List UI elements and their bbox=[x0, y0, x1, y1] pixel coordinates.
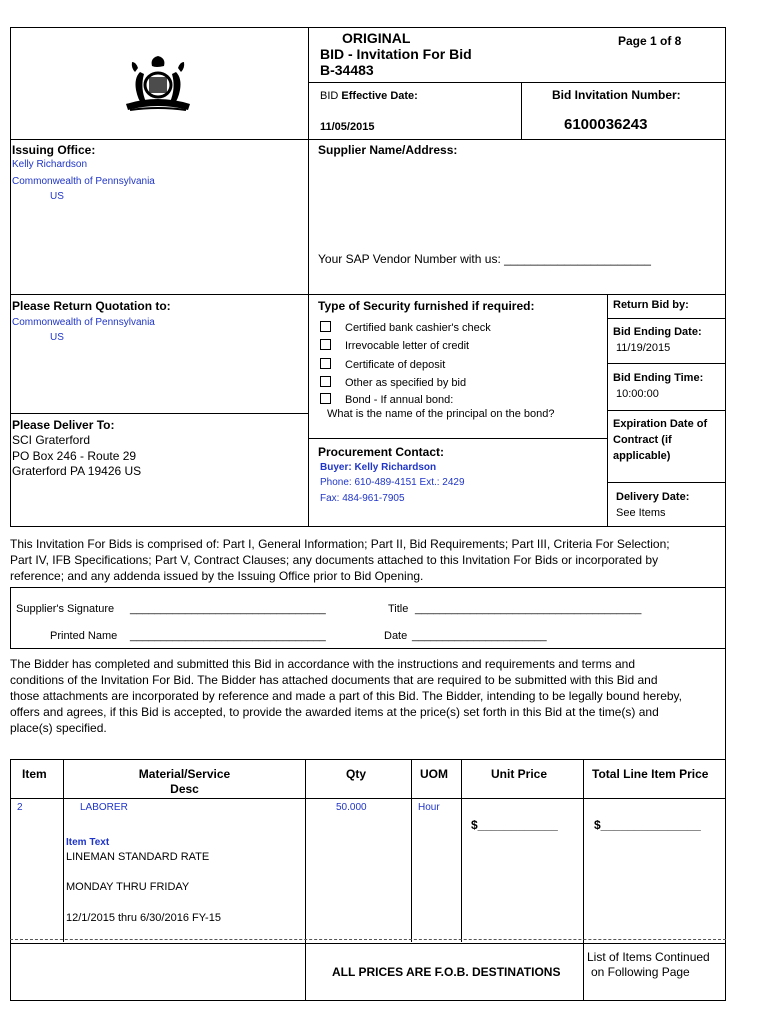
header-hline bbox=[308, 82, 726, 83]
col-header-uom: UOM bbox=[420, 767, 448, 781]
footer-line bbox=[10, 943, 726, 944]
delivery-date-label: Delivery Date: bbox=[616, 491, 690, 503]
bid-ending-date-value: 11/19/2015 bbox=[616, 342, 671, 354]
deliver-to-label: Please Deliver To: bbox=[12, 418, 115, 432]
grid-hline-3 bbox=[308, 438, 607, 439]
fob-text: ALL PRICES ARE F.O.B. DESTINATIONS bbox=[332, 965, 561, 979]
security-option-label: Bond - If annual bond: bbox=[345, 394, 454, 406]
deliver-to-line: PO Box 246 - Route 29 bbox=[12, 449, 137, 463]
security-option-label: Certificate of deposit bbox=[345, 359, 446, 371]
expiration-date-label: Contract (if bbox=[613, 434, 672, 446]
effective-date-value: 11/05/2015 bbox=[320, 121, 375, 133]
procurement-label: Procurement Contact: bbox=[318, 445, 445, 459]
col-header-total: Total Line Item Price bbox=[592, 767, 709, 781]
bid-number: B-34483 bbox=[320, 62, 374, 78]
col-header-unit-price: Unit Price bbox=[491, 767, 548, 781]
bidder-text-line: place(s) specified. bbox=[10, 721, 107, 735]
procurement-fax: Fax: 484-961-7905 bbox=[320, 493, 405, 504]
expiration-date-label: applicable) bbox=[613, 450, 671, 462]
invitation-number-value: 6100036243 bbox=[564, 116, 648, 133]
bid-ending-date-label: Bid Ending Date: bbox=[613, 326, 702, 338]
item-text-line: 12/1/2015 thru 6/30/2016 FY-15 bbox=[66, 912, 221, 924]
deliver-to-line: SCI Graterford bbox=[12, 433, 91, 447]
printed-name-label: Printed Name bbox=[50, 630, 118, 642]
bid-ending-time-label: Bid Ending Time: bbox=[613, 372, 704, 384]
security-option-letter-of-credit[interactable] bbox=[320, 339, 469, 352]
security-option-other[interactable] bbox=[320, 376, 466, 389]
invitation-number-label: Bid Invitation Number: bbox=[552, 88, 681, 102]
row-qty: 50.000 bbox=[336, 802, 367, 813]
effective-date-label-text: Effective Date: bbox=[341, 90, 418, 102]
grid-hline-7 bbox=[607, 482, 726, 483]
supplier-label: Supplier Name/Address: bbox=[318, 143, 458, 157]
vendor-number-field[interactable]: Your SAP Vendor Number with us: ______________________ bbox=[318, 252, 651, 266]
procurement-buyer: Buyer: Kelly Richardson bbox=[320, 462, 437, 473]
bidder-text-line: offers and agrees, if this Bid is accepted, to provide the awarded items at the price(s) set forth in this Bid at the time(s) and bbox=[10, 705, 659, 719]
supplier-signature-label: Supplier's Signature bbox=[16, 603, 115, 615]
col-header-item: Item bbox=[22, 767, 47, 781]
issuing-office-label: Issuing Office: bbox=[12, 143, 96, 157]
bid-ending-time-value: 10:00:00 bbox=[616, 388, 659, 400]
issuing-office-line: Commonwealth of Pennsylvania bbox=[12, 176, 155, 187]
grid-vline-1 bbox=[308, 139, 309, 527]
row-uom: Hour bbox=[418, 802, 440, 813]
row-desc: LABORER bbox=[80, 802, 128, 813]
col-header-desc: Material/Service bbox=[138, 767, 231, 781]
checkbox-icon[interactable] bbox=[320, 393, 331, 404]
date-field[interactable]: ______________________ bbox=[412, 630, 547, 642]
effective-date-label bbox=[320, 90, 418, 102]
return-quotation-label: Please Return Quotation to: bbox=[12, 299, 171, 313]
intro-text-line: Part IV, IFB Specifications; Part V, Contract Clauses; any documents attached to this Invitation For Bids or incorporated by bbox=[10, 553, 659, 567]
checkbox-icon[interactable] bbox=[320, 339, 331, 350]
item-text-label: Item Text bbox=[66, 837, 110, 848]
item-text-line: MONDAY THRU FRIDAY bbox=[66, 881, 190, 893]
checkbox-icon[interactable] bbox=[320, 376, 331, 387]
grid-hline-4 bbox=[607, 318, 726, 319]
checkbox-icon[interactable] bbox=[320, 321, 331, 332]
col-header-qty: Qty bbox=[346, 767, 367, 781]
items-col-line bbox=[411, 759, 412, 942]
bidder-text-line: those attachments are incorporated by reference and made a part of this Bid. The Bidder, intending to be legally bound hereby, bbox=[10, 689, 682, 703]
date-label: Date bbox=[384, 630, 408, 642]
col-header-desc: Desc bbox=[170, 782, 199, 796]
bidder-text-line: The Bidder has completed and submitted this Bid in accordance with the instructions and requirements and terms and bbox=[10, 657, 636, 671]
grid-hline-1 bbox=[10, 294, 726, 295]
return-quotation-line: US bbox=[50, 332, 64, 343]
items-header-line bbox=[10, 798, 726, 799]
title-label: Title bbox=[388, 603, 409, 615]
items-col-line bbox=[305, 759, 306, 1001]
issuing-office-line: US bbox=[50, 191, 64, 202]
continued-text: List of Items Continued bbox=[587, 950, 710, 964]
checkbox-icon[interactable] bbox=[320, 358, 331, 369]
security-option-label: Other as specified by bid bbox=[345, 377, 467, 389]
security-label: Type of Security furnished if required: bbox=[318, 299, 535, 313]
delivery-date-value: See Items bbox=[616, 507, 666, 519]
grid-hline-2 bbox=[10, 413, 308, 414]
printed-name-field[interactable]: ________________________________ bbox=[130, 630, 326, 642]
grid-hline-6 bbox=[607, 410, 726, 411]
security-option-bond[interactable] bbox=[320, 393, 453, 406]
bidder-text-line: conditions of the Invitation For Bid. The Bidder has attached documents that are required to be submitted with this Bid and bbox=[10, 673, 658, 687]
supplier-signature-field[interactable]: ________________________________ bbox=[130, 603, 326, 615]
row-dashed-separator bbox=[10, 939, 726, 940]
procurement-phone: Phone: 610-489-4151 Ext.: 2429 bbox=[320, 477, 465, 488]
return-bid-by-label: Return Bid by: bbox=[613, 299, 689, 311]
continued-text: on Following Page bbox=[591, 965, 690, 979]
issuing-office-line: Kelly Richardson bbox=[12, 159, 88, 170]
security-option-label: Irrevocable letter of credit bbox=[345, 340, 470, 352]
header-divider bbox=[308, 27, 309, 140]
page-label: Page 1 of 8 bbox=[618, 34, 682, 48]
grid-hline-5 bbox=[607, 363, 726, 364]
bid-title: BID - Invitation For Bid bbox=[320, 46, 472, 62]
bond-question: What is the name of the principal on the bond? bbox=[327, 408, 555, 420]
signature-box bbox=[10, 587, 726, 649]
security-option-certificate-of-deposit[interactable] bbox=[320, 358, 445, 371]
items-col-line bbox=[583, 759, 584, 1001]
security-option-cashiers-check[interactable] bbox=[320, 321, 491, 334]
items-col-line bbox=[461, 759, 462, 942]
intro-text-line: reference; and any addenda issued by the Issuing Office prior to Bid Opening. bbox=[10, 569, 424, 583]
intro-text-line: This Invitation For Bids is comprised of: Part I, General Information; Part II, Bid Requirements; Part III, Criteria For Selection; bbox=[10, 537, 670, 551]
original-label: ORIGINAL bbox=[342, 30, 411, 46]
expiration-date-label: Expiration Date of bbox=[613, 418, 708, 430]
title-field[interactable]: _____________________________________ bbox=[415, 603, 642, 615]
row-item-number: 2 bbox=[17, 802, 23, 813]
pennsylvania-seal-icon bbox=[118, 52, 198, 117]
item-text-line: LINEMAN STANDARD RATE bbox=[66, 851, 210, 863]
row-total-field[interactable]: $_______________ bbox=[594, 818, 701, 832]
deliver-to-line: Graterford PA 19426 US bbox=[12, 464, 142, 478]
security-option-label: Certified bank cashier's check bbox=[345, 322, 491, 334]
row-unit-price-field[interactable]: $____________ bbox=[471, 818, 558, 832]
header-vline bbox=[521, 82, 522, 140]
effective-date-label-prefix: BID bbox=[320, 90, 339, 102]
return-quotation-line: Commonwealth of Pennsylvania bbox=[12, 317, 155, 328]
